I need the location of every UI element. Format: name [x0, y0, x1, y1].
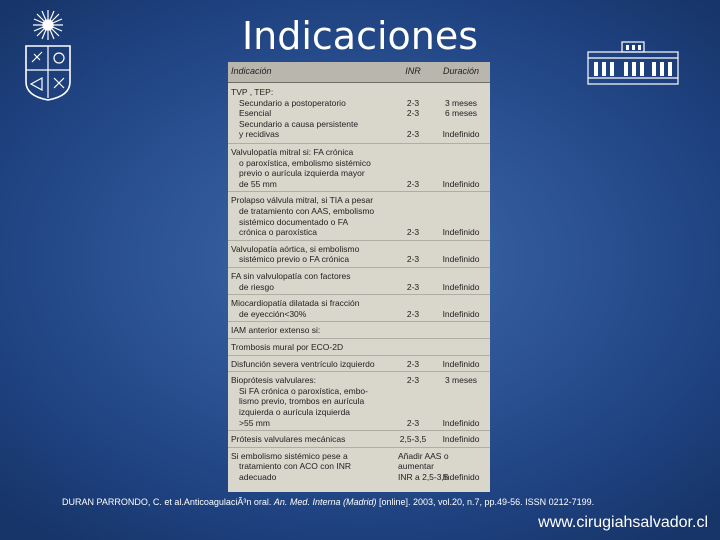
table-row: [228, 267, 490, 295]
inr-value: [398, 168, 428, 179]
duracion-value: [434, 119, 488, 130]
duracion-value: [434, 461, 488, 472]
duracion-cell: [434, 359, 488, 370]
indicacion-line: Secundario a postoperatorio: [239, 97, 346, 108]
indicacion-cell: [231, 271, 351, 292]
indicacion-line: Esencial: [239, 108, 272, 119]
inr-cell: [398, 325, 428, 336]
indicacion-line: o paroxística, embolismo sistémico: [239, 157, 371, 168]
inr-value: 2-3: [406, 254, 420, 265]
inr-value: 2-3: [406, 227, 420, 238]
inr-value: 2-3: [406, 97, 420, 108]
inr-value: [398, 407, 428, 418]
indicacion-line: de 55 mm: [239, 178, 277, 189]
inr-value: 2-3: [406, 178, 420, 189]
duracion-cell: [434, 325, 488, 336]
indicacion-cell: [231, 325, 320, 336]
indicacion-line: Prótesis valvulares mecánicas: [231, 434, 346, 445]
duracion-cell: [434, 87, 488, 140]
table-row: [228, 430, 490, 448]
inr-cell: [398, 271, 428, 292]
duracion-value: Indefinido: [442, 471, 480, 482]
indicacion-line: Valvulopatía aórtica, si embolismo: [231, 243, 360, 254]
duracion-value: Indefinido: [442, 434, 480, 445]
table-header: [228, 62, 490, 83]
inr-value: [398, 396, 428, 407]
indicacion-line: Valvulopatía mitral si: FA crónica: [231, 147, 354, 157]
indicacion-cell: [231, 451, 351, 483]
duracion-value: Indefinido: [442, 227, 480, 238]
indicacion-line: Trombosis mural por ECO-2D: [231, 342, 344, 352]
indicacion-line: de eyección<30%: [239, 308, 307, 319]
indicacion-cell: [231, 434, 345, 445]
duracion-value: [434, 147, 488, 158]
duracion-value: Indefinido: [442, 178, 480, 189]
inr-value: 2-3: [406, 358, 420, 369]
indicacion-cell: [231, 359, 375, 370]
duracion-value: [434, 195, 488, 206]
inr-cell: [398, 244, 428, 265]
inr-value: [398, 195, 428, 206]
indicacion-line: Disfunción severa ventrículo izquierdo: [231, 358, 375, 369]
header-duracion: Duración: [442, 66, 480, 76]
inr-cell: [398, 298, 428, 319]
indicacion-line: sistémico documentado o FA: [239, 216, 349, 227]
duracion-cell: [434, 271, 488, 292]
duracion-cell: [434, 434, 488, 445]
indicacion-line: y recidivas: [239, 129, 280, 140]
duracion-value: Indefinido: [442, 358, 480, 369]
table-row: [228, 191, 490, 240]
duracion-cell: [434, 298, 488, 319]
citation-authors: DURAN PARRONDO, C. et al.: [62, 497, 184, 507]
duracion-value: [434, 168, 488, 179]
table-row: [228, 355, 490, 373]
indicacion-line: Miocardiopatía dilatada si fracción: [231, 298, 360, 309]
inr-value: [398, 119, 428, 130]
duracion-value: 6 meses: [444, 108, 478, 119]
inr-value: 2-3: [406, 308, 420, 319]
indicacion-cell: [231, 147, 371, 189]
indicacion-line: previo o aurícula izquierda mayor: [239, 168, 365, 179]
citation-journal: An. Med. Interna (Madrid): [273, 497, 377, 507]
inr-value: 2-3: [406, 281, 420, 292]
indicacion-line: Secundario a causa persistente: [239, 118, 359, 129]
inr-value: 2-3: [406, 375, 420, 386]
inr-cell: [398, 87, 428, 140]
inr-value: 2,5-3,5: [399, 434, 427, 445]
duracion-cell: [434, 147, 488, 189]
duracion-cell: [434, 451, 488, 483]
indicacion-line: sistémico previo o FA crónica: [239, 254, 350, 265]
duracion-value: Indefinido: [442, 417, 480, 428]
duracion-value: 3 meses: [444, 375, 478, 386]
inr-value: [398, 206, 428, 217]
indicacion-line: Si embolismo sistémico pese a: [231, 450, 348, 461]
inr-cell: [398, 342, 428, 353]
inr-value: Añadir AAS o: [398, 450, 449, 461]
duracion-value: Indefinido: [442, 308, 480, 319]
duracion-value: [434, 407, 488, 418]
inr-value: [398, 158, 428, 169]
inr-value: [398, 386, 428, 397]
table-row: [228, 143, 490, 192]
duracion-value: 3 meses: [444, 97, 478, 108]
footer-url: www.cirugiahsalvador.cl: [538, 514, 708, 531]
inr-value: aumentar: [398, 461, 434, 472]
indicacion-line: Si FA crónica o paroxística, embo-: [239, 385, 368, 396]
inr-cell: [398, 195, 428, 237]
duracion-value: Indefinido: [442, 129, 480, 140]
indicacion-cell: [231, 375, 368, 428]
duracion-value: [434, 217, 488, 228]
indicacion-cell: [231, 298, 360, 319]
duracion-cell: [434, 375, 488, 428]
table-row: [228, 294, 490, 322]
inr-value: [398, 298, 428, 309]
duracion-value: [434, 451, 488, 462]
duracion-value: [434, 158, 488, 169]
citation-article: AnticoagulaciÃ³n oral.: [183, 497, 274, 507]
inr-value: [398, 342, 428, 353]
table-row: [228, 240, 490, 268]
duracion-value: [434, 396, 488, 407]
table-row: [228, 321, 490, 339]
citation-rest: [online]. 2003, vol.20, n.7, pp.49-56. ISSN 0212-7199.: [376, 497, 595, 507]
indicacion-line: crónica o paroxística: [239, 227, 317, 238]
indicacion-line: de riesgo: [239, 281, 274, 292]
hospital-building-logo: [586, 38, 680, 86]
inr-cell: [398, 359, 428, 370]
table-row: [228, 447, 490, 486]
inr-value: [398, 87, 428, 98]
inr-cell: [398, 147, 428, 189]
indicacion-cell: [231, 244, 359, 265]
duracion-value: [434, 325, 488, 336]
indicacion-line: Bioprótesis valvulares:: [231, 375, 317, 386]
inr-value: [398, 217, 428, 228]
inr-cell: [398, 375, 428, 428]
inr-cell: [398, 450, 449, 483]
duracion-cell: [434, 195, 488, 237]
indicacion-line: tratamiento con ACO con INR: [239, 461, 351, 472]
indicacion-line: Prolapso válvula mitral, si TIA a pesar: [231, 195, 374, 206]
header-inr: INR: [405, 66, 421, 76]
inr-value: 2-3: [406, 108, 420, 119]
indicacion-line: izquierda o aurícula izquierda: [239, 406, 351, 417]
indicacion-cell: [231, 342, 343, 353]
table-row: [228, 371, 490, 431]
inr-value: [398, 244, 428, 255]
duracion-value: [434, 244, 488, 255]
indicacion-line: lismo previo, trombos en aurícula: [239, 396, 365, 407]
inr-value: [398, 271, 428, 282]
citation: [62, 497, 662, 507]
duracion-value: Indefinido: [442, 281, 480, 292]
inr-value: [398, 325, 428, 336]
inr-value: INR a 2,5-3,5: [398, 471, 449, 482]
indicacion-line: TVP , TEP:: [231, 87, 274, 97]
duracion-value: [434, 206, 488, 217]
indicacion-line: >55 mm: [239, 417, 270, 428]
inr-value: 2-3: [406, 417, 420, 428]
inr-cell: [398, 434, 428, 445]
indicacion-cell: [231, 87, 358, 140]
duracion-cell: [434, 342, 488, 353]
indicacion-line: de tratamiento con AAS, embolismo: [239, 205, 375, 216]
duracion-value: [434, 298, 488, 309]
table-row: [228, 84, 490, 143]
duracion-value: [434, 271, 488, 282]
table-row: [228, 338, 490, 356]
duracion-value: [434, 386, 488, 397]
indicacion-line: FA sin valvulopatía con factores: [231, 271, 351, 281]
duracion-cell: [434, 244, 488, 265]
header-indicacion: Indicación: [231, 66, 272, 76]
slide-title: Indicaciones: [241, 14, 479, 58]
inr-value: [398, 147, 428, 158]
university-crest-logo: [20, 8, 76, 102]
indicacion-cell: [231, 195, 374, 237]
indications-table: [228, 62, 490, 492]
duracion-value: [434, 87, 488, 98]
inr-value: 2-3: [406, 129, 420, 140]
duracion-value: [434, 342, 488, 353]
indicacion-line: adecuado: [239, 471, 277, 482]
indicacion-line: IAM anterior extenso si:: [231, 325, 321, 336]
duracion-value: Indefinido: [442, 254, 480, 265]
